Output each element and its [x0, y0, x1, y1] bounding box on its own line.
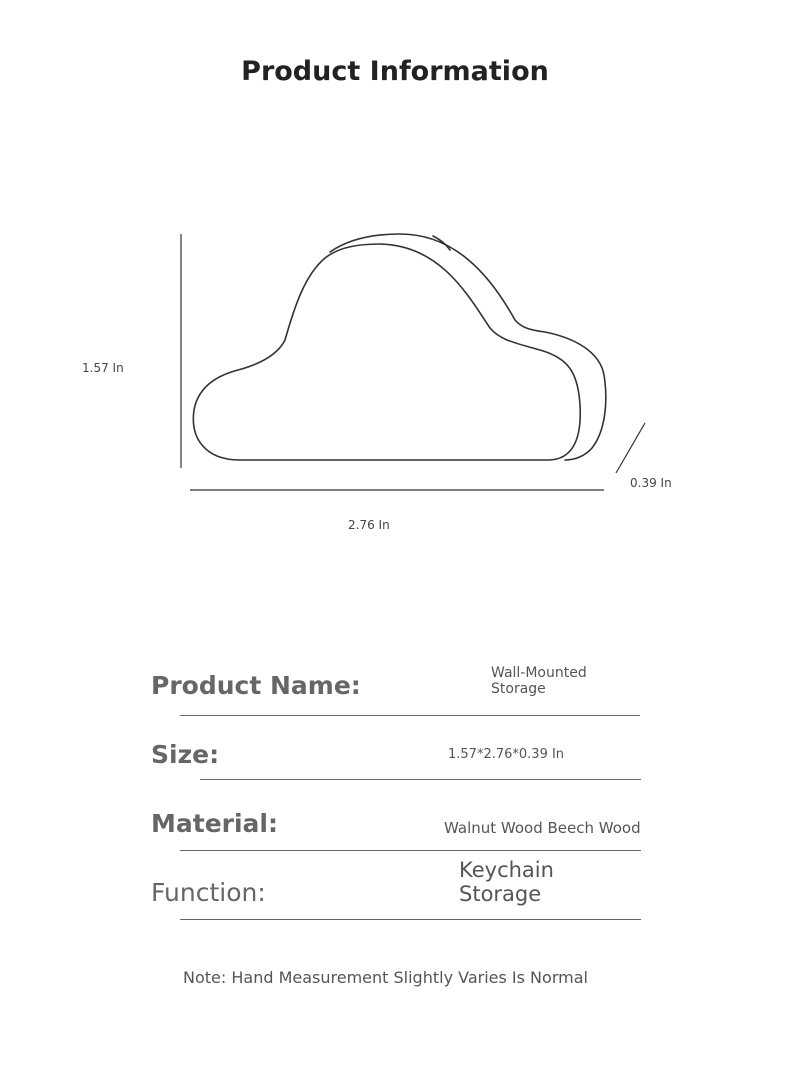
divider	[180, 715, 640, 716]
spec-row-material	[151, 808, 641, 838]
spec-row-function	[151, 858, 641, 907]
spec-label: Size:	[151, 740, 220, 769]
spec-value: 1.57*2.76*0.39 In	[448, 747, 565, 762]
cloud-back-outline	[330, 234, 606, 460]
divider	[180, 850, 641, 851]
spec-value: Walnut Wood Beech Wood	[444, 819, 641, 837]
spec-value: Wall-Mounted Storage	[491, 665, 587, 697]
depth-label: 0.39 In	[630, 476, 672, 490]
spec-label: Material:	[151, 809, 278, 838]
height-label: 1.57 In	[82, 361, 124, 375]
spec-label: Function:	[151, 878, 266, 907]
measurement-note: Note: Hand Measurement Slightly Varies Is Normal	[183, 968, 588, 987]
spec-row-size	[151, 739, 641, 769]
cloud-front-outline	[193, 244, 580, 460]
width-label: 2.76 In	[348, 518, 390, 532]
page-title: Product Information	[241, 56, 549, 87]
divider	[180, 919, 641, 920]
spec-value: Keychain Storage	[459, 858, 554, 906]
divider	[200, 779, 641, 780]
spec-label: Product Name:	[151, 671, 361, 700]
depth-dimension-line	[616, 423, 645, 473]
spec-row-product-name	[151, 665, 641, 700]
